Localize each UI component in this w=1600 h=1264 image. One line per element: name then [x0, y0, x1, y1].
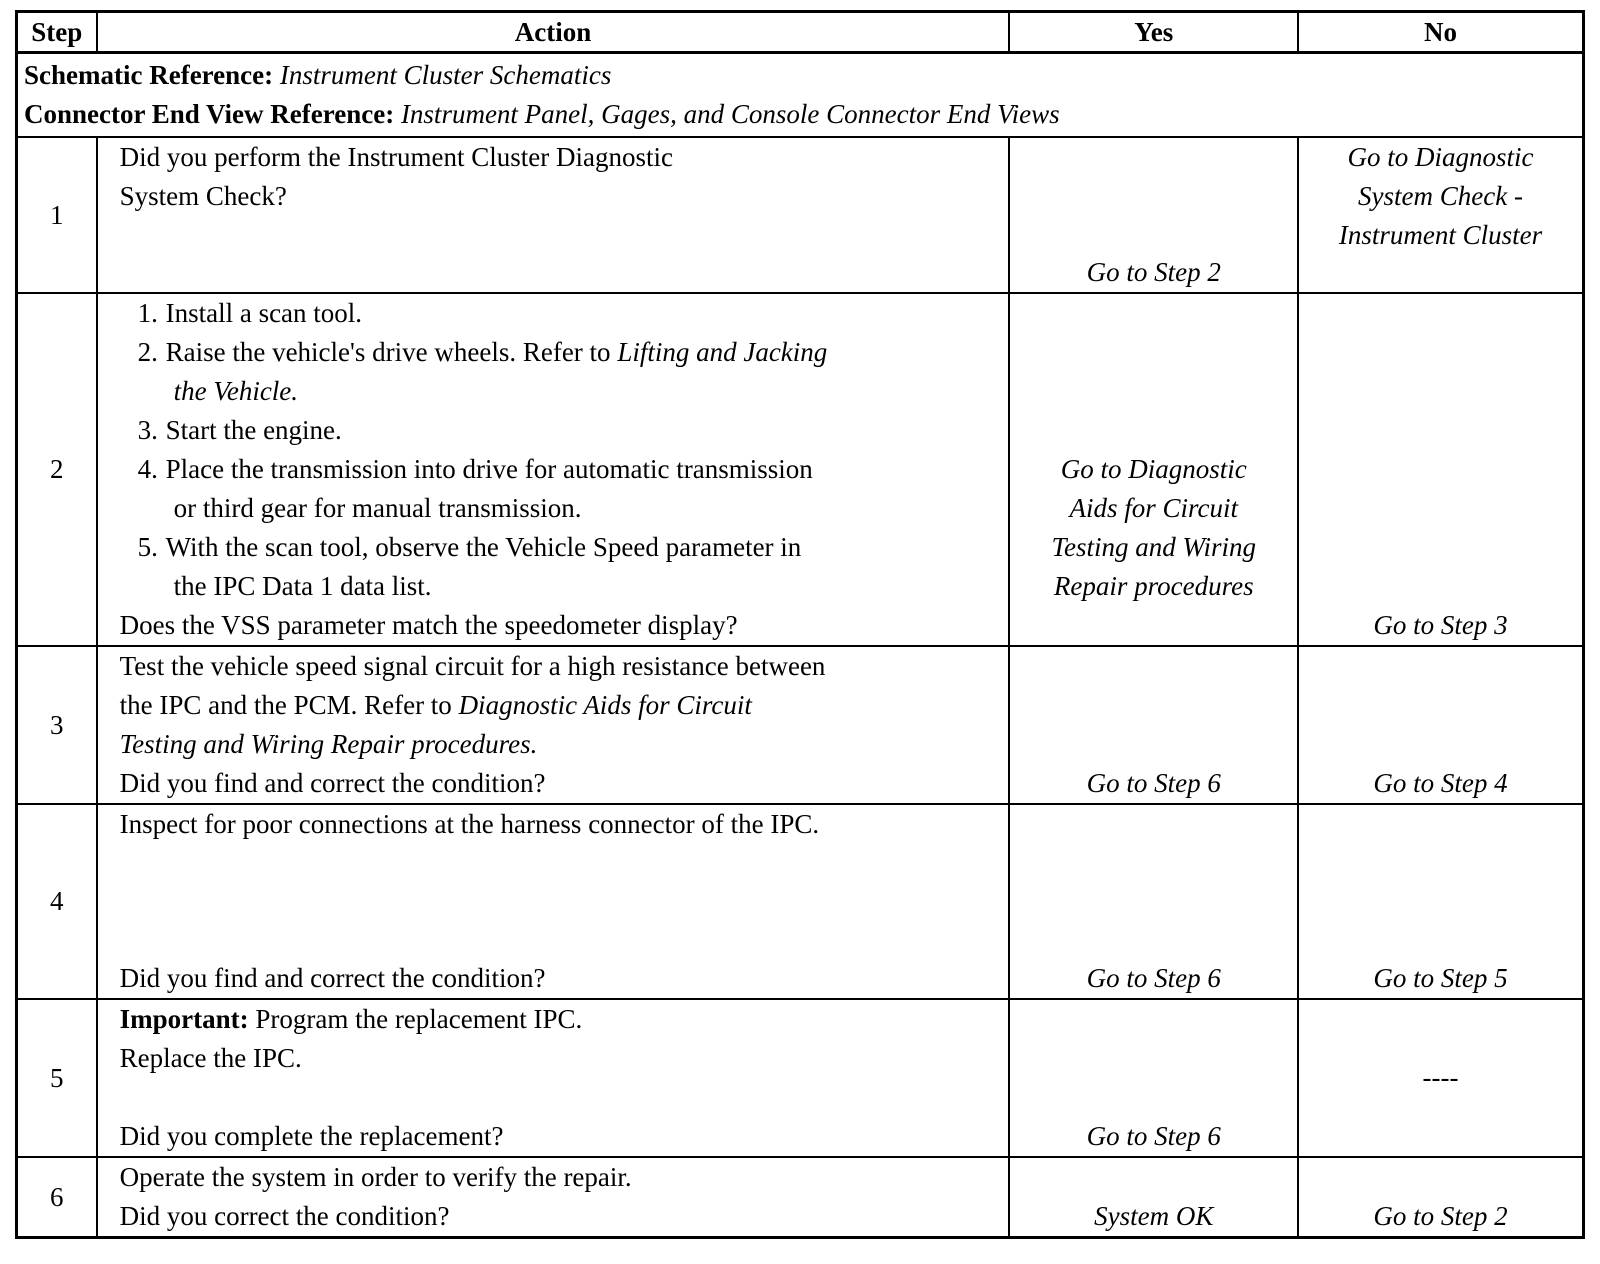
table-row — [17, 293, 1584, 646]
action-cell — [97, 999, 1010, 1157]
schematic-reference — [24, 56, 1576, 95]
step-number: 5 — [17, 999, 97, 1157]
no-link[interactable] — [1299, 138, 1582, 255]
no-cell — [1298, 293, 1583, 646]
action-question: Did you find and correct the condition? — [119, 768, 546, 798]
no-link-line: Instrument Cluster — [1338, 220, 1543, 250]
yes-cell — [1009, 293, 1298, 646]
action-question: Does the VSS parameter match the speedometer display? — [119, 610, 738, 640]
reference-link[interactable]: Lifting and Jacking — [617, 337, 828, 367]
yes-link[interactable]: Go to Step 2 — [1086, 257, 1221, 287]
step-number: 4 — [17, 804, 97, 999]
action-text — [120, 725, 1001, 764]
no-cell — [1298, 999, 1583, 1157]
table-row — [17, 1157, 1584, 1238]
connector-reference-value: Instrument Panel, Gages, and Console Connector End Views — [400, 99, 1060, 129]
action-text: Test the vehicle speed signal circuit for a high resistance between — [119, 651, 826, 681]
no-link-line: Go to Diagnostic — [1347, 142, 1534, 172]
yes-link-line: Testing and Wiring — [1051, 532, 1257, 562]
action-text: Inspect for poor connections at the harness connector of the IPC. — [119, 809, 820, 839]
procedure-item: 3. Start the engine. — [137, 415, 342, 445]
important-text: Program the replacement IPC. — [255, 1004, 583, 1034]
diagnostic-table-container — [15, 10, 1585, 1239]
diagnostic-table — [15, 10, 1585, 1239]
action-question: Did you find and correct the condition? — [119, 963, 546, 993]
action-cell — [97, 1157, 1010, 1238]
action-text: Operate the system in order to verify the repair. — [119, 1162, 632, 1192]
table-row — [17, 137, 1584, 293]
no-cell — [1298, 804, 1583, 999]
yes-cell — [1009, 999, 1298, 1157]
yes-link-line: Go to Diagnostic — [1060, 454, 1247, 484]
yes-link[interactable]: Go to Step 6 — [1086, 963, 1221, 993]
no-cell — [1298, 1157, 1583, 1238]
important-label: Important: — [119, 1004, 249, 1034]
schematic-reference-value: Instrument Cluster Schematics — [279, 60, 612, 90]
procedure-item: 5. With the scan tool, observe the Vehicle Speed parameter in the IPC Data 1 data list. — [137, 532, 802, 601]
reference-cell — [17, 53, 1584, 138]
reference-row — [17, 53, 1584, 138]
action-cell — [97, 804, 1010, 999]
action-text: Did you perform the Instrument Cluster Diagnostic — [119, 142, 673, 172]
procedure-item: 4. Place the transmission into drive for automatic transmission or third gear for manual transmission. — [137, 454, 813, 523]
yes-result: System OK — [1094, 1201, 1214, 1231]
reference-link[interactable]: Testing and Wiring Repair procedures. — [119, 729, 538, 759]
procedure-list — [120, 294, 1001, 606]
action-question: Did you correct the condition? — [119, 1201, 450, 1231]
action-text: Replace the IPC. — [119, 1043, 302, 1073]
no-cell — [1298, 646, 1583, 804]
no-link[interactable]: Go to Step 5 — [1373, 963, 1508, 993]
step-number: 2 — [17, 293, 97, 646]
yes-link[interactable]: Go to Step 6 — [1086, 768, 1221, 798]
important-note — [120, 1000, 1001, 1039]
action-text: System Check? — [119, 181, 287, 211]
step-number: 3 — [17, 646, 97, 804]
connector-reference — [24, 95, 1576, 134]
reference-link[interactable]: Diagnostic Aids for Circuit — [458, 690, 752, 720]
procedure-item: 2. Raise the vehicle's drive wheels. Refer to Lifting and Jacking the Vehicle. — [137, 337, 828, 406]
table-row — [17, 646, 1584, 804]
yes-link[interactable] — [1010, 450, 1297, 606]
no-cell — [1298, 137, 1583, 293]
action-question: Did you complete the replacement? — [119, 1121, 504, 1151]
action-text: the IPC and the PCM. Refer to Diagnostic Aids for Circuit — [119, 690, 752, 720]
action-cell — [97, 646, 1010, 804]
table-row — [17, 999, 1584, 1157]
no-link-line: System Check - — [1358, 181, 1523, 211]
yes-cell — [1009, 137, 1298, 293]
action-cell — [97, 137, 1010, 293]
reference-link[interactable]: the Vehicle. — [173, 376, 299, 406]
no-link[interactable]: Go to Step 2 — [1373, 1201, 1508, 1231]
header-no: No — [1298, 12, 1583, 53]
header-yes: Yes — [1009, 12, 1298, 53]
action-cell — [97, 293, 1010, 646]
header-step: Step — [17, 12, 97, 53]
connector-reference-label: Connector End View Reference: — [24, 99, 395, 129]
yes-link-line: Aids for Circuit — [1069, 493, 1238, 523]
no-link[interactable]: Go to Step 4 — [1373, 768, 1508, 798]
header-row — [17, 12, 1584, 53]
yes-link-line: Repair procedures — [1053, 571, 1254, 601]
procedure-item: 1. Install a scan tool. — [137, 298, 363, 328]
no-link[interactable]: Go to Step 3 — [1373, 610, 1508, 640]
yes-cell — [1009, 1157, 1298, 1238]
yes-link[interactable]: Go to Step 6 — [1086, 1121, 1221, 1151]
table-row — [17, 804, 1584, 999]
no-placeholder: ---- — [1422, 1062, 1459, 1093]
yes-cell — [1009, 804, 1298, 999]
schematic-reference-label: Schematic Reference: — [24, 60, 274, 90]
yes-cell — [1009, 646, 1298, 804]
header-action: Action — [97, 12, 1010, 53]
step-number: 1 — [17, 137, 97, 293]
step-number: 6 — [17, 1157, 97, 1238]
